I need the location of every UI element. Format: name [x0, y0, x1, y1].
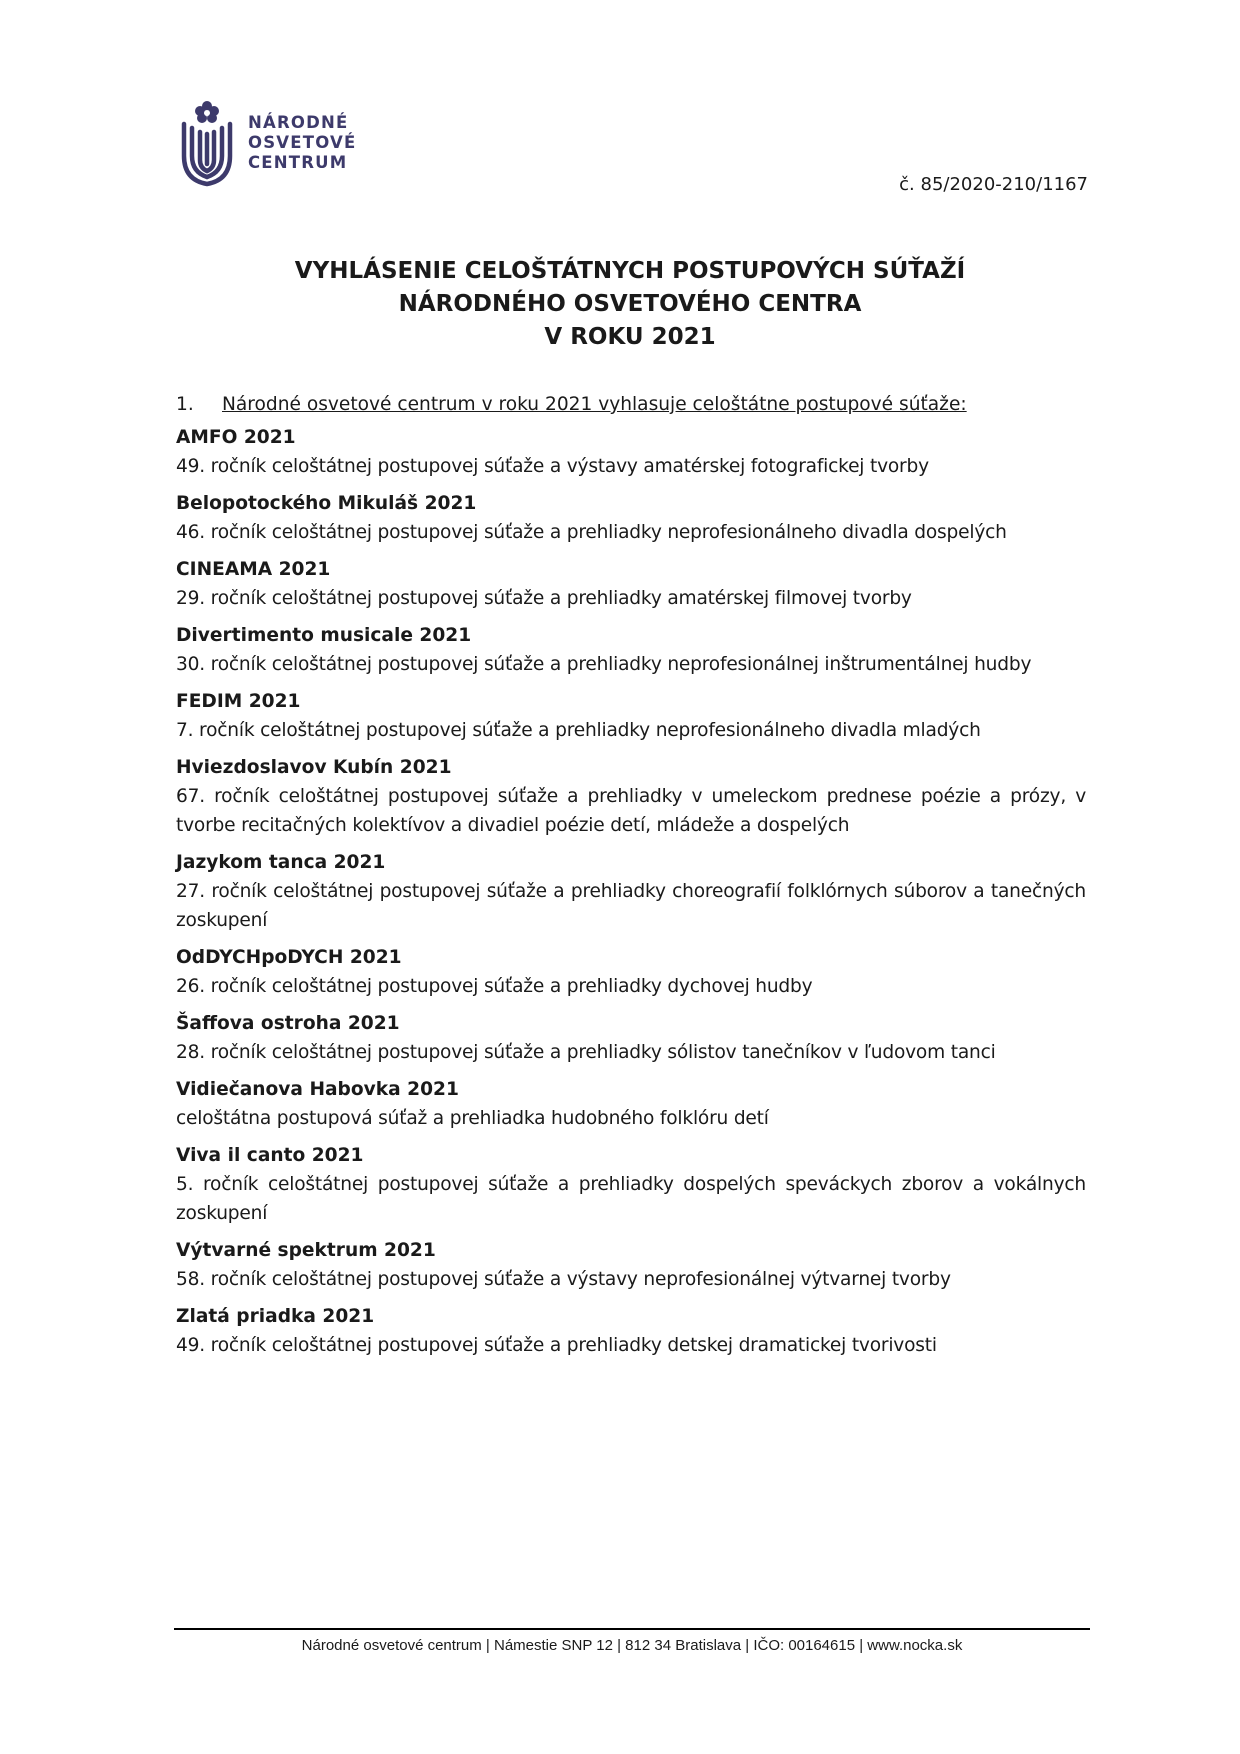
competition-description: 58. ročník celoštátnej postupovej súťaže a výstavy neprofesionálnej výtvarnej tvorby	[176, 1269, 951, 1290]
flower-logo-icon	[180, 98, 234, 188]
logo-line: CENTRUM	[248, 153, 348, 172]
competition-name: Výtvarné spektrum 2021	[176, 1240, 436, 1261]
competition-name: Viva il canto 2021	[176, 1145, 364, 1166]
competition-name: Zlatá priadka 2021	[176, 1306, 375, 1327]
competition-description: 27. ročník celoštátnej postupovej súťaže a prehliadky choreografií folklórnych súborov a tanečných zoskupení	[176, 881, 1086, 931]
competition-description: 29. ročník celoštátnej postupovej súťaže a prehliadky amatérskej filmovej tvorby	[176, 588, 912, 609]
footer-divider	[174, 1628, 1090, 1630]
competition-description: 30. ročník celoštátnej postupovej súťaže a prehliadky neprofesionálnej inštrumentálnej hudby	[176, 654, 1032, 675]
logo-wordmark	[248, 113, 356, 173]
list-number: 1.	[176, 394, 194, 415]
logo	[180, 98, 356, 188]
competition-description: 49. ročník celoštátnej postupovej súťaže a výstavy amatérskej fotografickej tvorby	[176, 456, 929, 477]
competition-item	[176, 1237, 1086, 1294]
competition-name: Šaffova ostroha 2021	[176, 1013, 400, 1034]
competition-name: OdDYCHpoDYCH 2021	[176, 947, 402, 968]
logo-line: NÁRODNÉ	[248, 113, 349, 132]
competition-item	[176, 849, 1086, 935]
logo-line: OSVETOVÉ	[248, 133, 357, 152]
intro-paragraph	[176, 392, 1086, 418]
competition-name: AMFO 2021	[176, 427, 296, 448]
intro-text: Národné osvetové centrum v roku 2021 vyhlasuje celoštátne postupové súťaže:	[222, 394, 967, 415]
competition-item	[176, 1076, 1086, 1133]
competition-name: Divertimento musicale 2021	[176, 625, 472, 646]
document-body	[176, 392, 1086, 1369]
competition-item	[176, 622, 1086, 679]
competition-name: Hviezdoslavov Kubín 2021	[176, 757, 452, 778]
competition-item	[176, 1142, 1086, 1228]
competition-item	[176, 556, 1086, 613]
competition-description: 46. ročník celoštátnej postupovej súťaže a prehliadky neprofesionálneho divadla dospelých	[176, 522, 1007, 543]
competition-description: 26. ročník celoštátnej postupovej súťaže a prehliadky dychovej hudby	[176, 976, 813, 997]
competition-name: Belopotockého Mikuláš 2021	[176, 493, 477, 514]
competition-item	[176, 944, 1086, 1001]
competition-item	[176, 424, 1086, 481]
title-line: NÁRODNÉHO OSVETOVÉHO CENTRA	[398, 291, 862, 317]
competition-description: 67. ročník celoštátnej postupovej súťaže a prehliadky v umeleckom prednese poézie a prózy, v tvorbe recitačných kolektívov a divadiel poézie detí, mládeže a dospelých	[176, 786, 1086, 836]
competition-name: Vidiečanova Habovka 2021	[176, 1079, 459, 1100]
competition-name: Jazykom tanca 2021	[176, 852, 386, 873]
title-line: V ROKU 2021	[544, 324, 716, 350]
document-number: č. 85/2020-210/1167	[899, 174, 1088, 195]
competition-item	[176, 490, 1086, 547]
competition-description: 49. ročník celoštátnej postupovej súťaže a prehliadky detskej dramatickej tvorivosti	[176, 1335, 937, 1356]
competition-item	[176, 688, 1086, 745]
competition-description: 5. ročník celoštátnej postupovej súťaže a prehliadky dospelých speváckych zborov a vokálnych zoskupení	[176, 1174, 1086, 1224]
competition-name: FEDIM 2021	[176, 691, 301, 712]
competition-item	[176, 754, 1086, 840]
footer-text: Národné osvetové centrum | Námestie SNP 12 | 812 34 Bratislava | IČO: 00164615 | www.nocka.sk	[301, 1637, 963, 1654]
competition-item	[176, 1010, 1086, 1067]
title-line: VYHLÁSENIE CELOŠTÁTNYCH POSTUPOVÝCH SÚŤAŽÍ	[294, 258, 966, 284]
document-title	[0, 255, 1240, 354]
competition-item	[176, 1303, 1086, 1360]
competition-description: 28. ročník celoštátnej postupovej súťaže a prehliadky sólistov tanečníkov v ľudovom tanci	[176, 1042, 996, 1063]
competition-description: celoštátna postupová súťaž a prehliadka hudobného folklóru detí	[176, 1108, 769, 1129]
competition-name: CINEAMA 2021	[176, 559, 331, 580]
competition-description: 7. ročník celoštátnej postupovej súťaže a prehliadky neprofesionálneho divadla mladých	[176, 720, 981, 741]
